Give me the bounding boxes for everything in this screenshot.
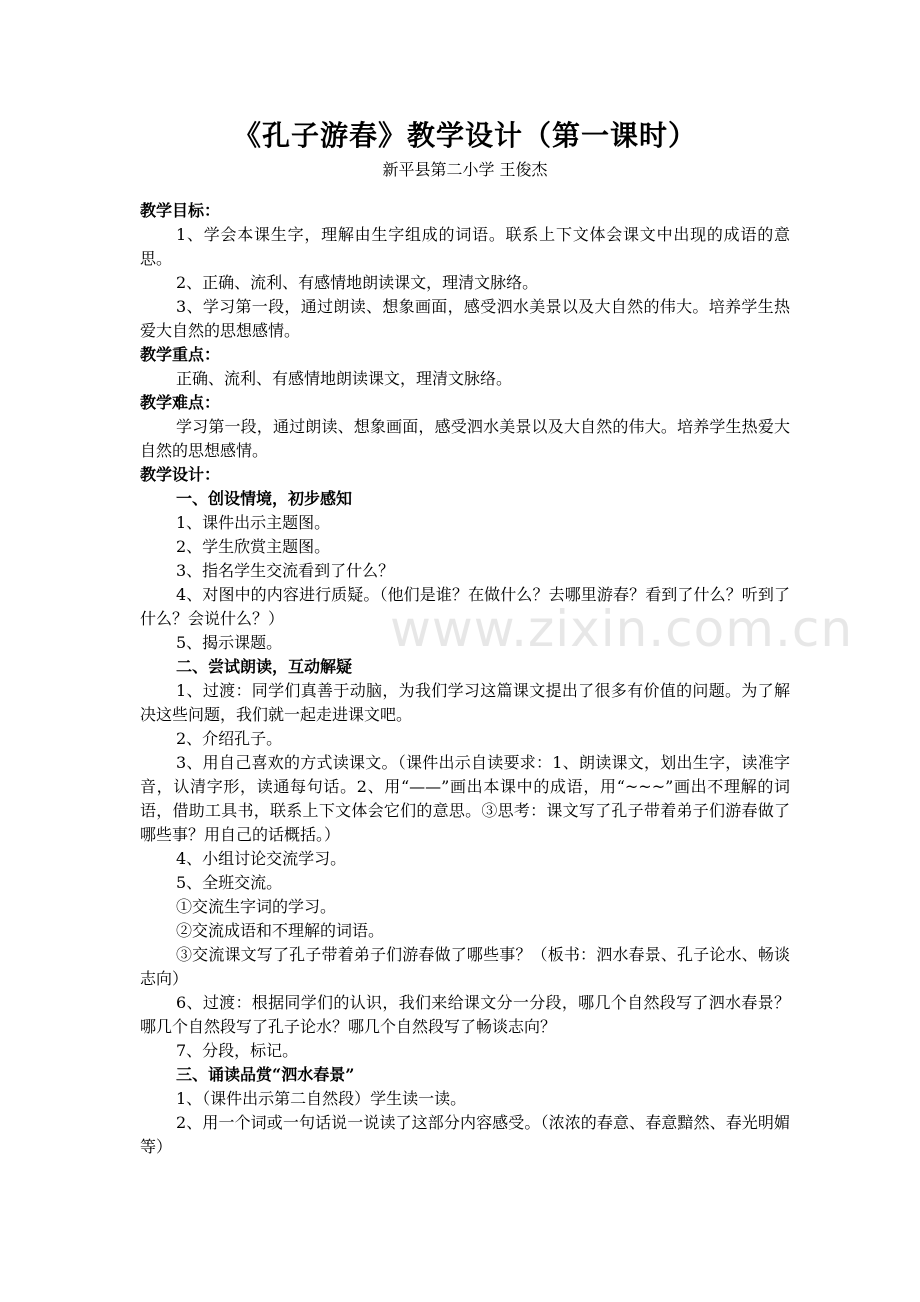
document-page: [140, 116, 790, 1159]
part2-item: ①交流生字词的学习。: [176, 897, 337, 916]
part2-item: ③交流课文写了孔子带着弟子们游春做了哪些事？（板书：泗水春景、孔子论水、畅谈志向）: [140, 945, 790, 988]
part2-item: 2、介绍孔子。: [176, 729, 283, 748]
design-heading: 教学设计：: [140, 465, 221, 484]
goal-item: 1、学会本课生字，理解由生字组成的词语。联系上下文体会课文中出现的成语的意思。: [140, 225, 790, 268]
part2-title: 二、尝试朗读，互动解疑: [176, 657, 353, 676]
document-title: 《孔子游春》教学设计（第一课时）: [232, 119, 697, 152]
part2-item: 1、过渡：同学们真善于动脑，为我们学习这篇课文提出了很多有价值的问题。为了解决这些问题，我们就一起走进课文吧。: [140, 681, 790, 724]
part3-item: 1、（课件出示第二自然段）学生读一读。: [176, 1089, 467, 1108]
difficulty-point: 学习第一段，通过朗读、想象画面，感受泗水美景以及大自然的伟大。培养学生热爱大自然的思想感情。: [140, 417, 790, 460]
part2-item: 3、用自己喜欢的方式读课文。（课件出示自读要求：1、朗读课文，划出生字，读准字音，认清字形，读通每句话。2、用“——”画出本课中的成语，用“~~~”画出不理解的词语，借助工具书，联系上下文体会它们的意思。③思考：课文写了孔子带着弟子们游春做了哪些事？用自己的话概括。）: [140, 753, 790, 844]
part2-item: 6、过渡：根据同学们的认识，我们来给课文分一分段，哪几个自然段写了泗水春景？哪几个自然段写了孔子论水？哪几个自然段写了畅谈志向？: [140, 993, 790, 1036]
document-body: [140, 199, 790, 1159]
goals-heading: 教学目标：: [140, 201, 221, 220]
part2-item: 5、全班交流。: [176, 873, 283, 892]
part3-item: 2、用一个词或一句话说一说读了这部分内容感受。（浓浓的春意、春意黯然、春光明媚等）: [140, 1113, 790, 1156]
key-heading: 教学重点：: [140, 345, 221, 364]
part1-item: 1、课件出示主题图。: [176, 513, 331, 532]
part1-item: 4、对图中的内容进行质疑。（他们是谁？在做什么？去哪里游春？看到了什么？听到了什么？会说什么？）: [140, 585, 790, 628]
difficulty-heading: 教学难点：: [140, 393, 221, 412]
part3-title: 三、诵读品赏“泗水春景”: [176, 1065, 355, 1084]
key-point: 正确、流利、有感情地朗读课文，理清文脉络。: [176, 369, 513, 388]
part2-item: ②交流成语和不理解的词语。: [176, 921, 385, 940]
part1-item: 5、揭示课题。: [176, 633, 283, 652]
goal-item: 2、正确、流利、有感情地朗读课文，理清文脉络。: [176, 273, 539, 292]
author-line: 新平县第二小学 王俊杰: [382, 160, 548, 179]
part1-item: 2、学生欣赏主题图。: [176, 537, 331, 556]
part2-item: 4、小组讨论交流学习。: [176, 849, 347, 868]
goal-item: 3、学习第一段，通过朗读、想象画面，感受泗水美景以及大自然的伟大。培养学生热爱大自然的思想感情。: [140, 297, 790, 340]
watermark: www.zixin.com.cn: [390, 600, 854, 658]
part1-item: 3、指名学生交流看到了什么？: [176, 561, 395, 580]
part1-title: 一、创设情境，初步感知: [176, 489, 353, 508]
part2-item: 7、分段，标记。: [176, 1041, 299, 1060]
